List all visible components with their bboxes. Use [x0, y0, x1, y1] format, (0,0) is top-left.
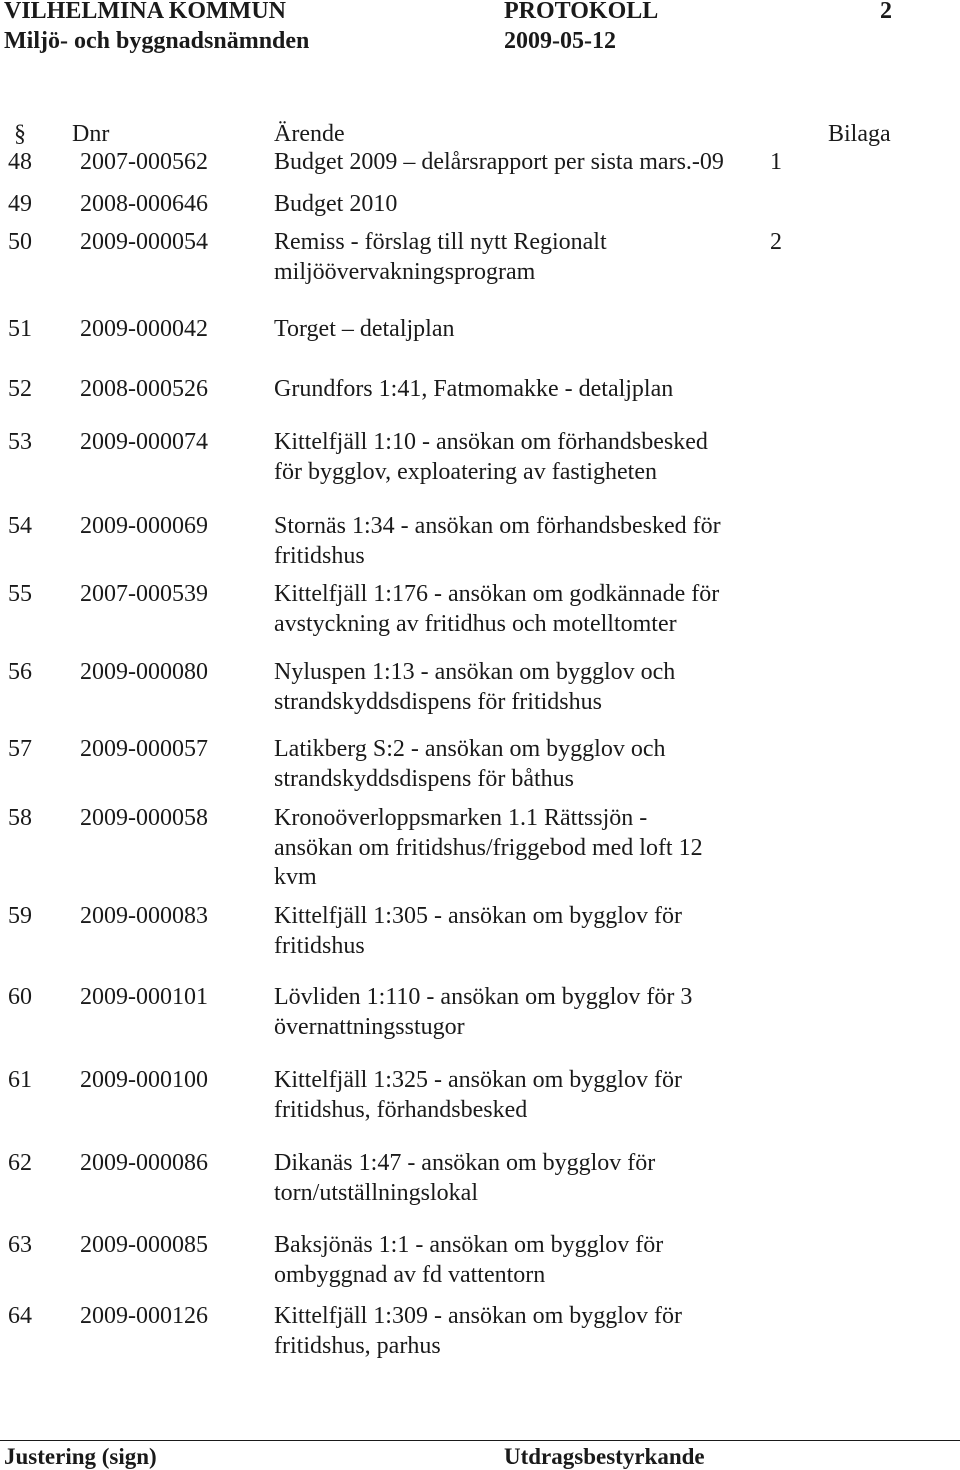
row-arende-text: övernattningsstugor [274, 1013, 465, 1040]
row-paragraph-number: 53 [8, 429, 32, 455]
row-paragraph-number: 63 [8, 1232, 32, 1258]
row-arende-text: avstyckning av fritidhus och motelltomter [274, 610, 677, 637]
row-arende-text: Kittelfjäll 1:305 - ansökan om bygglov för [274, 903, 682, 929]
row-paragraph-number: 50 [8, 229, 32, 255]
row-paragraph-number: 58 [8, 805, 32, 831]
row-dnr: 2008-000526 [80, 376, 208, 402]
row-paragraph-number: 60 [8, 984, 32, 1010]
committee-name: Miljö- och byggnadsnämnden [4, 28, 310, 54]
row-arende-text: strandskyddsdispens för fritidshus [274, 688, 602, 715]
row-arende-text: torn/utställningslokal [274, 1179, 478, 1206]
row-arende-text: Stornäs 1:34 - ansökan om förhandsbesked för [274, 513, 721, 539]
row-arende-text: Latikberg S:2 - ansökan om bygglov och [274, 736, 666, 762]
page-number: 2 [880, 0, 892, 24]
row-paragraph-number: 57 [8, 736, 32, 762]
row-arende-text: Lövliden 1:110 - ansökan om bygglov för 3 [274, 984, 693, 1010]
row-dnr: 2009-000054 [80, 229, 208, 255]
row-arende-text: Dikanäs 1:47 - ansökan om bygglov för [274, 1150, 656, 1176]
row-dnr: 2009-000085 [80, 1232, 208, 1258]
row-paragraph-number: 48 [8, 149, 32, 175]
row-arende-text: Grundfors 1:41, Fatmomakke - detaljplan [274, 376, 674, 402]
row-arende-text: för bygglov, exploatering av fastigheten [274, 458, 657, 485]
row-bilaga: 1 [770, 149, 782, 175]
row-bilaga: 2 [770, 229, 782, 255]
row-paragraph-number: 56 [8, 659, 32, 685]
row-paragraph-number: 61 [8, 1067, 32, 1093]
row-dnr: 2009-000057 [80, 736, 208, 762]
footer-divider [0, 1440, 960, 1441]
row-paragraph-number: 49 [8, 191, 32, 217]
row-dnr: 2009-000042 [80, 316, 208, 342]
row-arende-text: ombyggnad av fd vattentorn [274, 1261, 546, 1288]
row-arende-text: Kittelfjäll 1:309 - ansökan om bygglov för [274, 1303, 682, 1329]
row-dnr: 2009-000074 [80, 429, 208, 455]
row-arende-text: Baksjönäs 1:1 - ansökan om bygglov för [274, 1232, 664, 1258]
row-dnr: 2009-000086 [80, 1150, 208, 1176]
row-arende-text: Budget 2010 [274, 191, 398, 217]
row-dnr: 2009-000126 [80, 1303, 208, 1329]
row-paragraph-number: 62 [8, 1150, 32, 1176]
row-arende-text: Nyluspen 1:13 - ansökan om bygglov och [274, 659, 676, 685]
column-header-bilaga: Bilaga [828, 121, 891, 147]
justering-label: Justering (sign) [4, 1444, 157, 1469]
row-arende-text: fritidshus [274, 932, 365, 959]
column-header-dnr: Dnr [72, 121, 110, 147]
row-arende-text: Kittelfjäll 1:176 - ansökan om godkännade för [274, 581, 720, 607]
row-arende-text: Budget 2009 – delårsrapport per sista mars.-09 [274, 149, 724, 175]
row-dnr: 2009-000069 [80, 513, 208, 539]
row-arende-text: Kronoöverloppsmarken 1.1 Rättssjön - [274, 805, 648, 831]
row-arende-text: Torget – detaljplan [274, 316, 455, 342]
row-arende-text: kvm [274, 864, 317, 890]
row-arende-text: fritidshus, förhandsbesked [274, 1096, 528, 1123]
row-dnr: 2009-000058 [80, 805, 208, 831]
row-paragraph-number: 51 [8, 316, 32, 342]
row-arende-text: Remiss - förslag till nytt Regionalt [274, 229, 607, 255]
row-paragraph-number: 54 [8, 513, 32, 539]
row-dnr: 2009-000080 [80, 659, 208, 685]
row-arende-text: fritidshus [274, 542, 365, 569]
row-arende-text: strandskyddsdispens för båthus [274, 765, 574, 792]
row-dnr: 2009-000083 [80, 903, 208, 929]
column-header-arende: Ärende [274, 121, 345, 147]
row-arende-text: Kittelfjäll 1:10 - ansökan om förhandsbesked [274, 429, 708, 455]
row-paragraph-number: 59 [8, 903, 32, 929]
row-paragraph-number: 64 [8, 1303, 32, 1329]
municipality-name: VILHELMINA KOMMUN [4, 0, 286, 24]
document-type: PROTOKOLL [504, 0, 659, 24]
row-dnr: 2009-000100 [80, 1067, 208, 1093]
row-arende-text: Kittelfjäll 1:325 - ansökan om bygglov för [274, 1067, 682, 1093]
row-paragraph-number: 52 [8, 376, 32, 402]
paragraph-sign: § [14, 121, 26, 147]
row-arende-text: fritidshus, parhus [274, 1332, 441, 1359]
meeting-date: 2009-05-12 [504, 28, 616, 54]
row-arende-text: ansökan om fritidshus/friggebod med loft 12 [274, 834, 703, 861]
row-dnr: 2007-000539 [80, 581, 208, 607]
row-arende-text: miljöövervakningsprogram [274, 258, 536, 285]
row-dnr: 2007-000562 [80, 149, 208, 175]
row-paragraph-number: 55 [8, 581, 32, 607]
utdragsbestyrkande-label: Utdragsbestyrkande [504, 1444, 705, 1469]
row-dnr: 2008-000646 [80, 191, 208, 217]
row-dnr: 2009-000101 [80, 984, 208, 1010]
